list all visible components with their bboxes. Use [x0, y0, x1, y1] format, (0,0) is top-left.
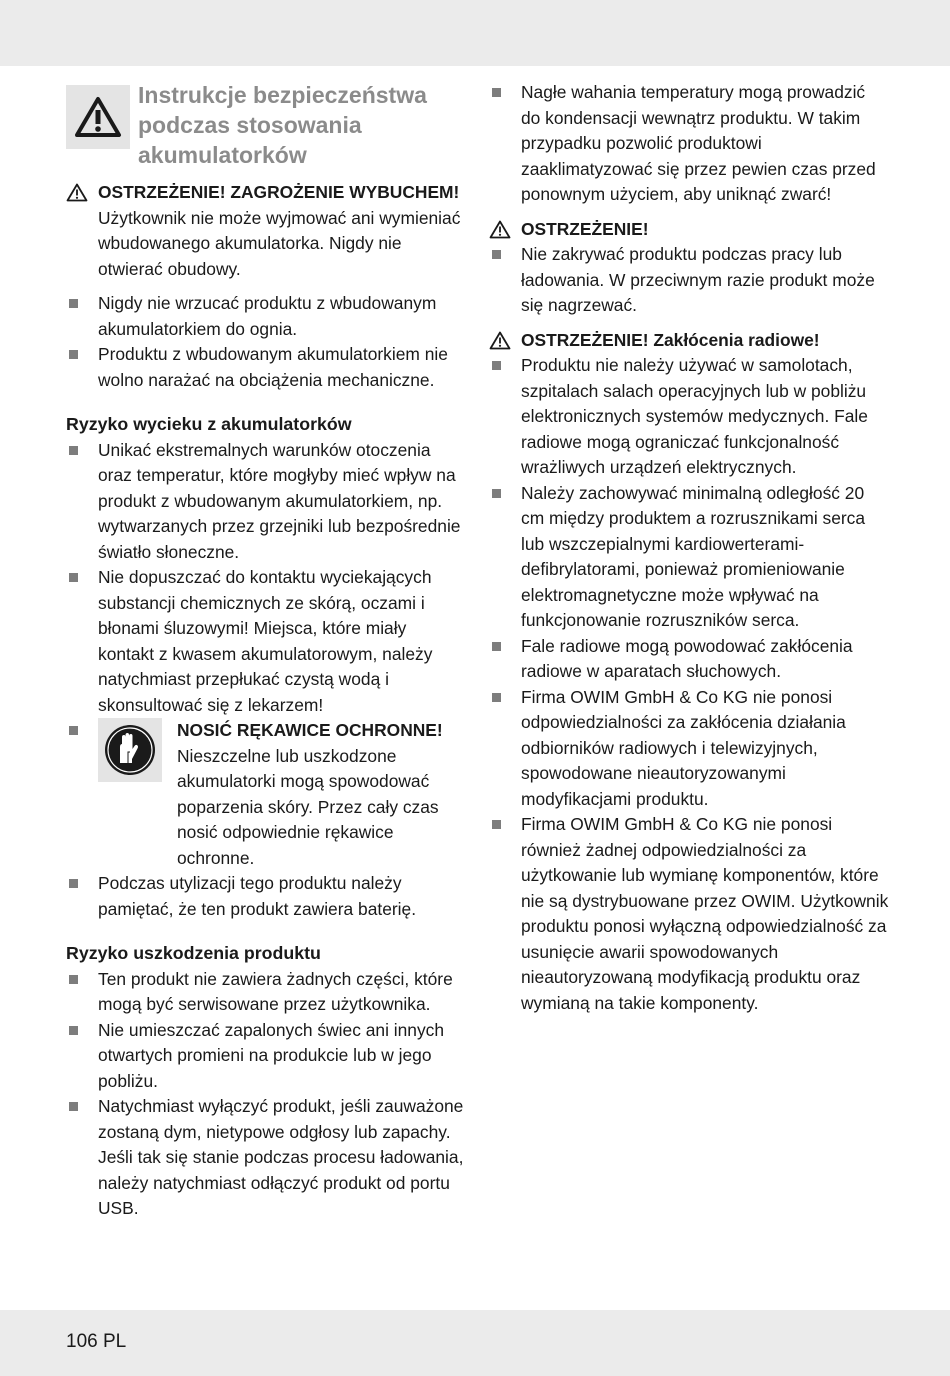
square-bullet-icon — [69, 350, 78, 359]
list-item: Nagłe wahania temperatury mogą prowadzić do kondensacji wewnątrz produktu. W takim przypadku pozwolić produktowi zaaklimatyzować się przez pewien czas przed ponownym użyciem, aby uniknąć zwarć! — [489, 80, 889, 208]
square-bullet-icon — [69, 299, 78, 308]
subheading-leak-risk: Ryzyko wycieku z akumulatorków — [66, 414, 352, 434]
bottom-band — [0, 1310, 950, 1376]
left-column — [66, 80, 466, 1222]
warning-general — [489, 217, 889, 243]
list-item: Nie umieszczać zapalonych świec ani innych otwartych promieni na produkcie lub w jego pobliżu. — [66, 1018, 466, 1095]
list-item: Natychmiast wyłączyć produkt, jeśli zauważone zostaną dym, nietypowe odgłosy lub zapachy. Jeśli tak się stanie podczas procesu ładowania, należy natychmiast odłączyć produkt od portu USB. — [66, 1094, 466, 1222]
gloves-warning — [66, 718, 466, 871]
list-item: Fale radiowe mogą powodować zakłócenia radiowe w aparatach słuchowych. — [489, 634, 889, 685]
square-bullet-icon — [69, 446, 78, 455]
list-item: Nie dopuszczać do kontaktu wyciekających substancji chemicznych ze skórą, oczami i błonami śluzowymi! Miejsca, które miały kontakt z kwasem akumulatorowym, należy natychmiast przepłukać czystą wodą i skonsultować się z lekarzem! — [66, 565, 466, 718]
list-item: Unikać ekstremalnych warunków otoczenia oraz temperatur, które mogłyby mieć wpływ na produkt z wbudowanym akumulatorkiem, np. wytwarzanych przez grzejniki lub bezpośrednie światło słoneczne. — [66, 438, 466, 566]
list-item: Nie zakrywać produktu podczas pracy lub ładowania. W przeciwnym razie produkt może się nagrzewać. — [489, 242, 889, 319]
warning-triangle-icon — [489, 331, 511, 350]
warning-explosion — [66, 180, 466, 282]
gloves-label: NOSIĆ RĘKAWICE OCHRONNE! — [177, 720, 443, 740]
list-item: Produktu z wbudowanym akumulatorkiem nie wolno narażać na obciążenia mechaniczne. — [66, 342, 466, 393]
square-bullet-icon — [69, 573, 78, 582]
warning-explosion-label: OSTRZEŻENIE! ZAGROŻENIE WYBUCHEM! — [98, 182, 460, 202]
square-bullet-icon — [69, 975, 78, 984]
section-heading — [66, 80, 466, 170]
list-item: Podczas utylizacji tego produktu należy pamiętać, że ten produkt zawiera baterię. — [66, 871, 466, 922]
right-column — [489, 80, 889, 1016]
square-bullet-icon — [492, 88, 501, 97]
protective-gloves-icon — [98, 718, 162, 782]
square-bullet-icon — [69, 726, 78, 735]
square-bullet-icon — [492, 693, 501, 702]
square-bullet-icon — [69, 1026, 78, 1035]
list-item: Należy zachowywać minimalną odległość 20 cm między produktem a rozrusznikami serca lub wszczepialnymi kardiowerterami-defibrylatorami, ponieważ promieniowanie elektromagnetyczne może wpływać na funkcjonowanie rozruszników serca. — [489, 481, 889, 634]
list-item: Produktu nie należy używać w samolotach, szpitalach salach operacyjnych lub w pobliżu elektronicznych systemów medycznych. Fale radiowe mogą ograniczać funkcjonalność wrażliwych urządzeń elektrycznych. — [489, 353, 889, 481]
list-item: Firma OWIM GmbH & Co KG nie ponosi również żadnej odpowiedzialności za użytkowanie lub wymianę komponentów, które nie są dystrybuowane przez OWIM. Użytkownik produktu ponosi wyłączną odpowiedzialność za usunięcie awarii spowodowanych nieautoryzowaną modyfikacją produktu oraz wymianą na takie komponenty. — [489, 812, 889, 1016]
top-band — [0, 0, 950, 66]
list-item: Nigdy nie wrzucać produktu z wbudowanym akumulatorkiem do ognia. — [66, 291, 466, 342]
warning-triangle-icon — [66, 85, 130, 149]
warning-triangle-icon — [489, 220, 511, 239]
warning-radio — [489, 328, 889, 354]
square-bullet-icon — [492, 250, 501, 259]
warning-triangle-icon — [66, 183, 88, 202]
gloves-text: Nieszczelne lub uszkodzone akumulatorki mogą spowodować poparzenia skóry. Przez cały czas nosić odpowiednie rękawice ochronne. — [177, 745, 439, 868]
subheading-damage-risk: Ryzyko uszkodzenia produktu — [66, 943, 321, 963]
square-bullet-icon — [69, 879, 78, 888]
square-bullet-icon — [492, 820, 501, 829]
list-item: Firma OWIM GmbH & Co KG nie ponosi odpowiedzialności za zakłócenia działania odbiorników radiowych i telewizyjnych, spowodowane nieautoryzowanymi modyfikacjami produktu. — [489, 685, 889, 813]
warning-explosion-text: Użytkownik nie może wyjmować ani wymieniać wbudowanego akumulatorka. Nigdy nie otwierać obudowy. — [98, 207, 461, 279]
square-bullet-icon — [492, 642, 501, 651]
square-bullet-icon — [492, 489, 501, 498]
warning-general-label: OSTRZEŻENIE! — [521, 218, 649, 239]
square-bullet-icon — [492, 361, 501, 370]
list-item: Ten produkt nie zawiera żadnych części, które mogą być serwisowane przez użytkownika. — [66, 967, 466, 1018]
warning-radio-label: OSTRZEŻENIE! Zakłócenia radiowe! — [521, 329, 820, 350]
page-number: 106 PL — [66, 1331, 127, 1352]
section-title: Instrukcje bezpieczeństwa podczas stosowania akumulatorków — [138, 82, 427, 168]
square-bullet-icon — [69, 1102, 78, 1111]
